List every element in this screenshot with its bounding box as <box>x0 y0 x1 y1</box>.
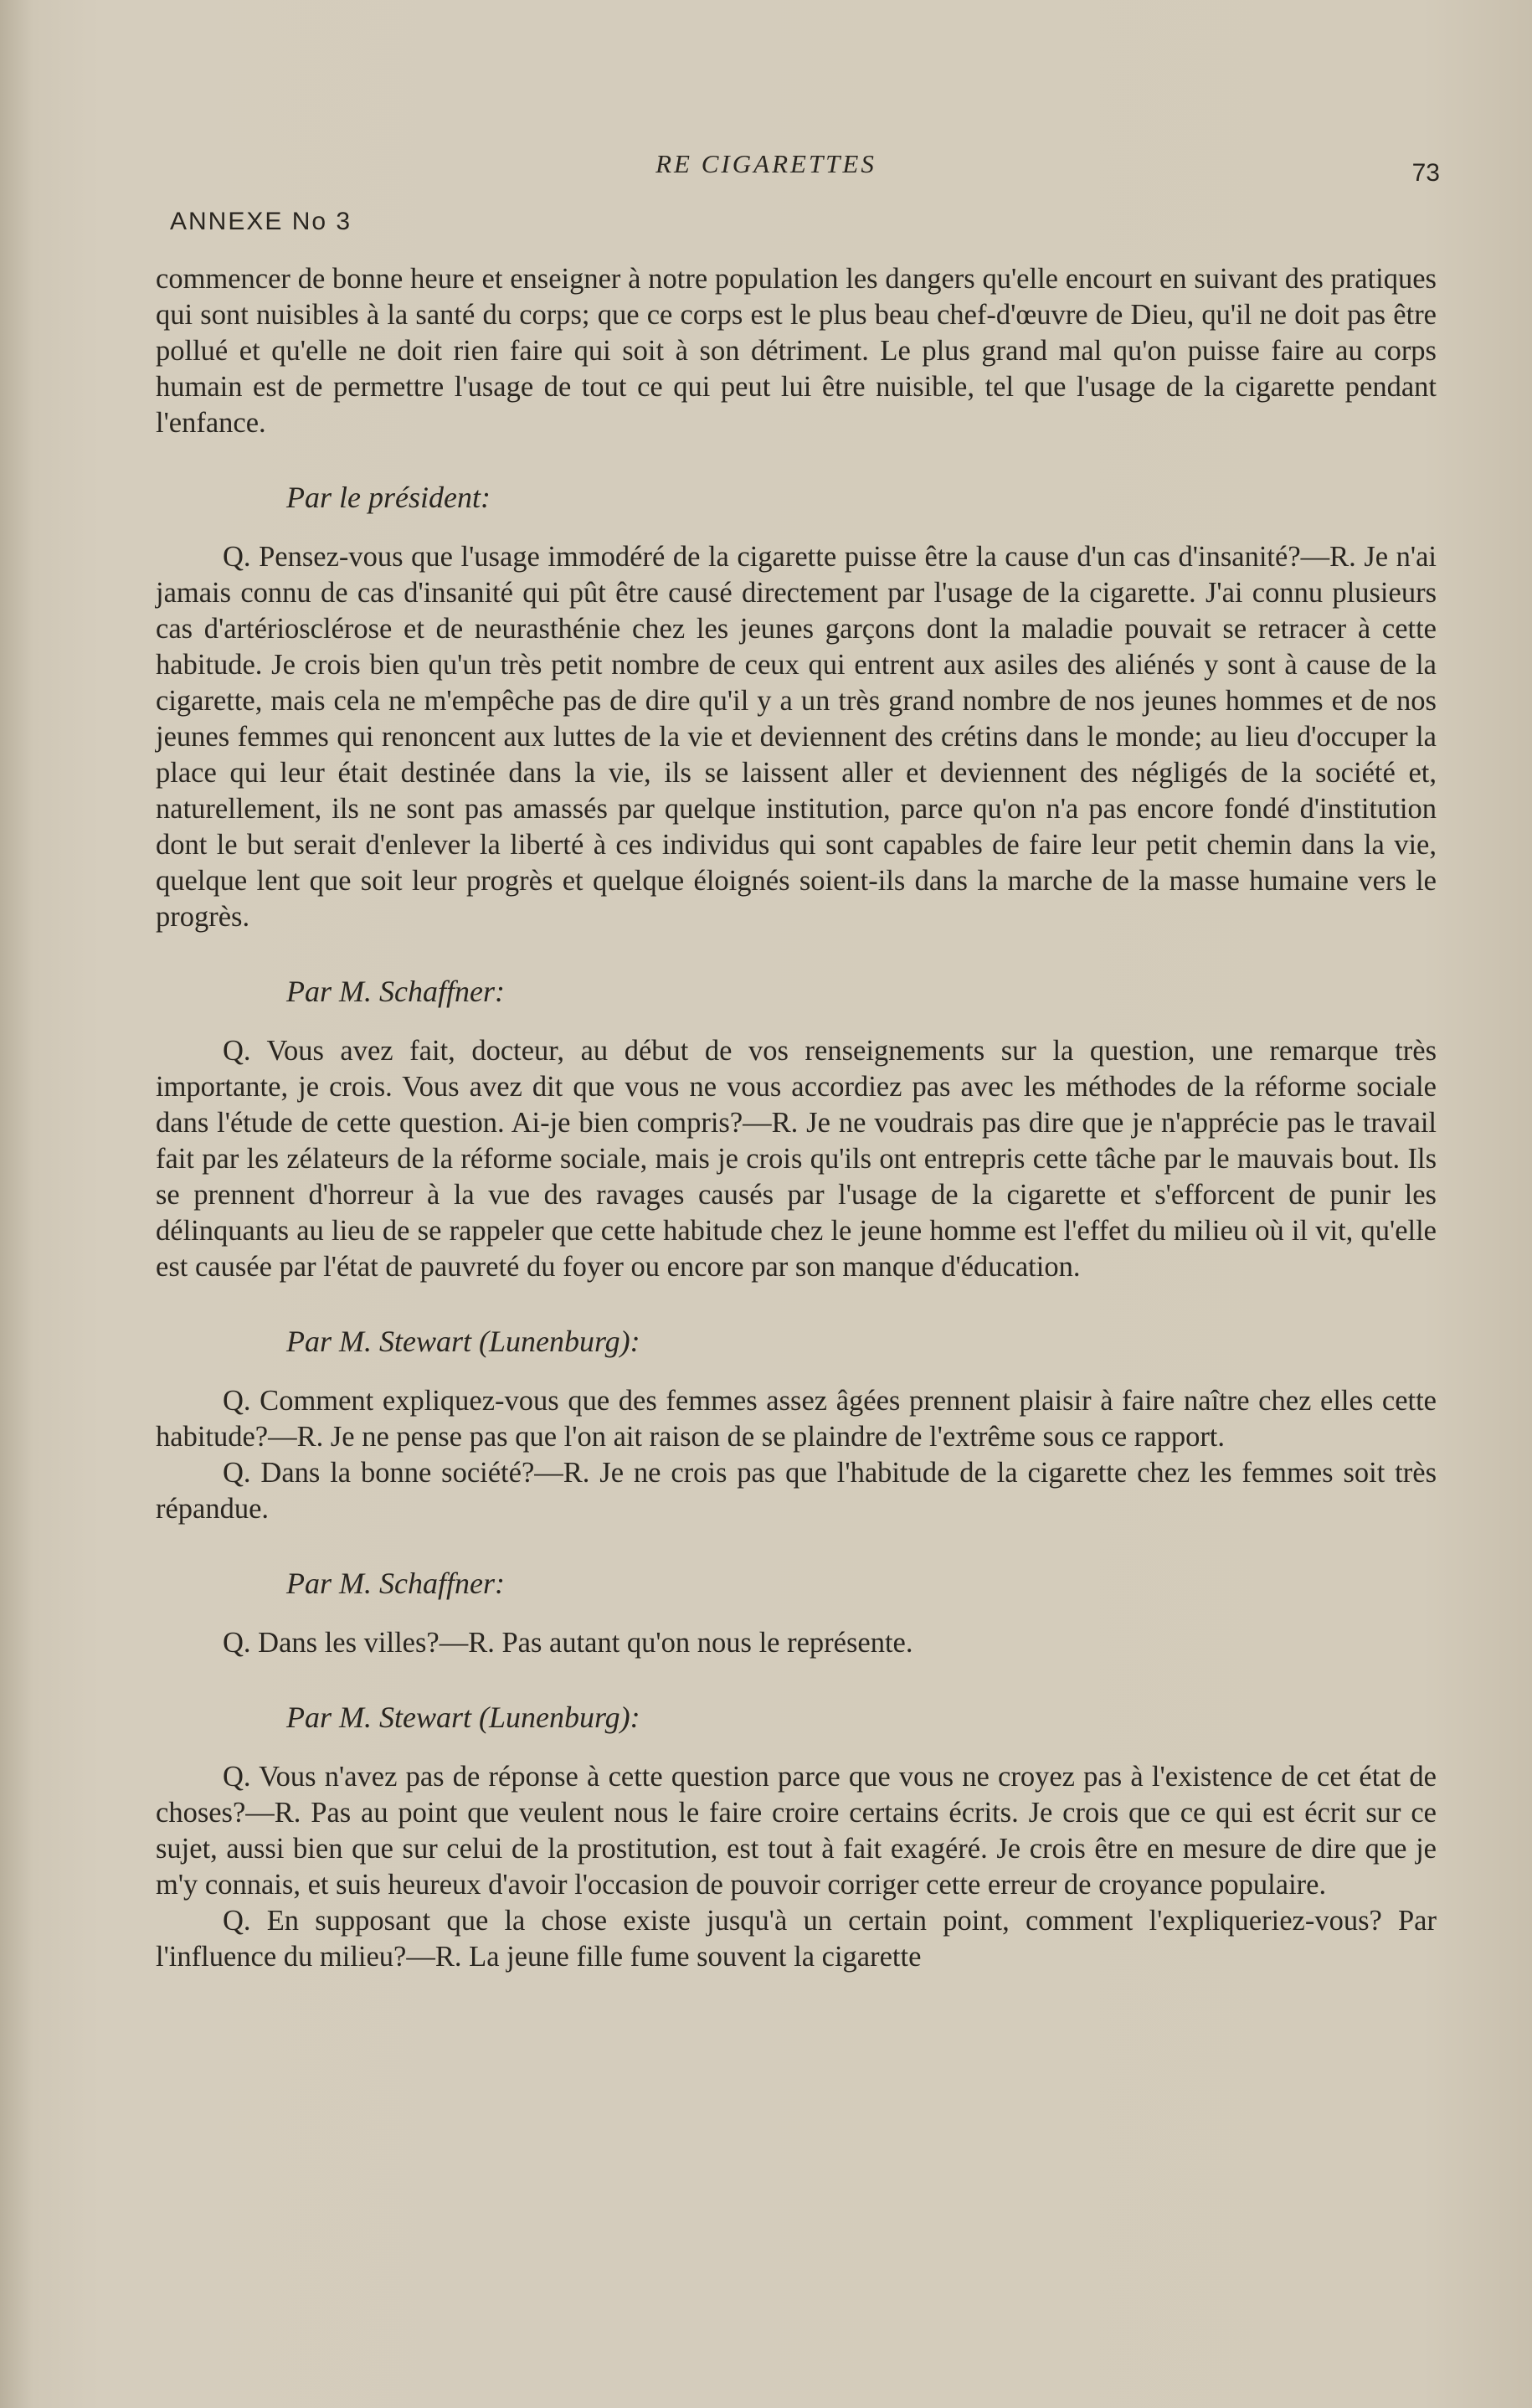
document-body <box>156 261 1437 1975</box>
paragraph-5: Q. Dans la bonne société?—R. Je ne crois pas que l'habitude de la cigarette chez les femmes soit très répandue. <box>156 1457 1437 1525</box>
paragraph-4: Q. Comment expliquez-vous que des femmes assez âgées prennent plaisir à faire naître chez elles cette habitude?—R. Je ne pense pas que l'on ait raison de se plaindre de l'extrême sous ce rapport. <box>156 1385 1437 1453</box>
speaker-heading-1: Par le président: <box>286 481 491 514</box>
annex-label: ANNEXE No 3 <box>170 208 352 235</box>
speaker-heading-4: Par M. Schaffner: <box>286 1567 505 1600</box>
paragraph-7: Q. Vous n'avez pas de réponse à cette question parce que vous ne croyez pas à l'existence de cet état de choses?—R. Pas au point que veulent nous le faire croire certains écrits. Je crois que ce qui est écrit sur ce sujet, aussi bien que sur celui de la prostitution, est tout à fait exagéré. Je crois être en mesure de dire que je m'y connais, et suis heureux d'avoir l'occasion de pouvoir corriger cette erreur de croyance populaire. <box>156 1761 1437 1901</box>
speaker-heading-3: Par M. Stewart (Lunenburg): <box>286 1325 640 1358</box>
paragraph-6: Q. Dans les villes?—R. Pas autant qu'on nous le représente. <box>223 1627 913 1659</box>
paragraph-8: Q. En supposant que la chose existe jusqu'à un certain point, comment l'expliqueriez-vous? Par l'influence du milieu?—R. La jeune fille fume souvent la cigarette <box>156 1905 1437 1973</box>
paragraph-1: commencer de bonne heure et enseigner à notre population les dangers qu'elle encourt en suivant des pratiques qui sont nuisibles à la santé du corps; que ce corps est le plus beau chef-d'œuvre de Dieu, qu'il ne doit pas être pollué et qu'elle ne doit rien faire qui soit à son détriment. Le plus grand mal qu'on puisse faire au corps humain est de permettre l'usage de tout ce qui peut lui être nuisible, tel que l'usage de la cigarette pendant l'enfance. <box>156 263 1437 439</box>
paragraph-2: Q. Pensez-vous que l'usage immodéré de la cigarette puisse être la cause d'un cas d'insanité?—R. Je n'ai jamais connu de cas d'insanité qui pût être causé directement par l'usage de la cigarette. J'ai connu plusieurs cas d'artériosclérose et de neurasthénie chez les jeunes garçons dont la maladie pouvait se retracer à cette habitude. Je crois bien qu'un très petit nombre de ceux qui entrent aux asiles des aliénés y sont à cause de la cigarette, mais cela ne m'empêche pas de dire qu'il y a un très grand nombre de nos jeunes hommes et de nos jeunes femmes qui renoncent aux luttes de la vie et deviennent des crétins dans le monde; au lieu d'occuper la place qui leur était destinée dans la vie, ils se laissent aller et deviennent des négligés de la société et, naturellement, ils ne sont pas amassés par quelque institution, parce qu'on n'a pas encore fondé d'institution dont le but serait d'enlever la liberté à ces individus qui sont capables de faire leur petit chemin dans la vie, quelque lent que soit leur progrès et quelque éloignés soient-ils dans la marche de la masse humaine vers le progrès. <box>156 541 1437 933</box>
running-title: RE CIGARETTES <box>655 149 877 178</box>
speaker-heading-5: Par M. Stewart (Lunenburg): <box>286 1701 640 1734</box>
speaker-heading-2: Par M. Schaffner: <box>286 975 505 1008</box>
paragraph-3: Q. Vous avez fait, docteur, au début de vos renseignements sur la question, une remarque très importante, je crois. Vous avez dit que vous ne vous accordiez pas avec les méthodes de la réforme sociale dans l'étude de cette question. Ai-je bien compris?—R. Je ne voudrais pas dire que je n'apprécie pas le travail fait par les zélateurs de la réforme sociale, mais je crois qu'ils ont entrepris cette tâche par le mauvais bout. Ils se prennent d'horreur à la vue des ravages causés par l'usage de la cigarette et s'efforcent de punir les délinquants au lieu de se rappeler que cette habitude chez le jeune homme est l'effet du milieu où il vit, qu'elle est causée par l'état de pauvreté du foyer ou encore par son manque d'éducation. <box>156 1035 1437 1283</box>
page-number: 73 <box>1411 159 1440 187</box>
